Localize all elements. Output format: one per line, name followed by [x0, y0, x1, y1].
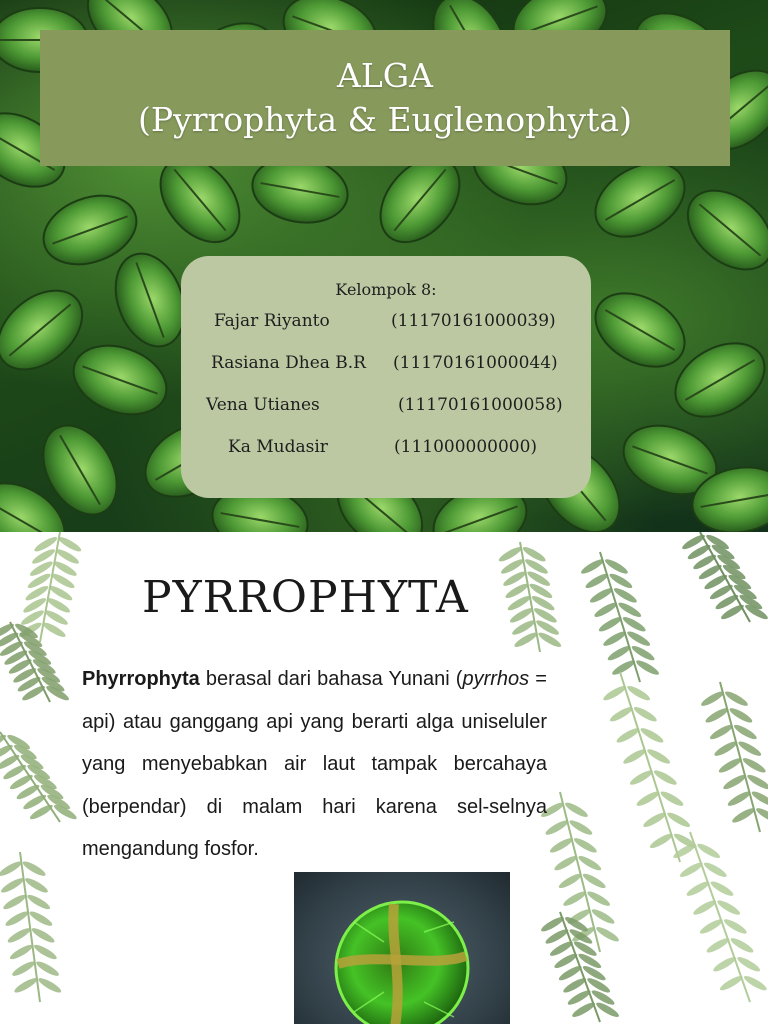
fern-leaflet — [581, 871, 607, 890]
fern-leaflet — [602, 629, 628, 648]
fern-leaflet — [606, 644, 632, 663]
fern-leaflet — [21, 859, 47, 878]
fern-leaflet — [698, 917, 724, 936]
fern-leaflet — [548, 836, 574, 855]
fern-leaflet — [678, 860, 704, 879]
dinoflagellate-micrograph — [294, 872, 510, 1024]
fern-leaflet — [2, 892, 28, 911]
member-row — [181, 311, 591, 353]
fern-leaflet — [37, 976, 63, 995]
fern-leaflet — [563, 800, 589, 819]
fern-leaflet — [611, 658, 637, 677]
fern-leaflet — [642, 810, 668, 829]
fern-leaflet — [712, 955, 738, 974]
group-heading: Kelompok 8: — [335, 280, 437, 299]
member-id: (11170161000058) — [398, 395, 563, 415]
fern-leaflet — [11, 959, 37, 978]
member-row — [181, 353, 591, 395]
fern-leaflet — [0, 876, 25, 895]
fern-leaflet — [708, 722, 734, 741]
fern-leaflet — [588, 586, 614, 605]
member-id: (11170161000044) — [393, 353, 558, 373]
fern-leaflet — [685, 879, 711, 898]
member-name: Rasiana Dhea B.R — [211, 353, 366, 373]
fern-leaflet — [593, 600, 619, 619]
fern-leaflet — [705, 936, 731, 955]
member-id: (11170161000039) — [391, 311, 556, 331]
fern-leaflet — [737, 739, 763, 758]
member-row — [181, 395, 591, 437]
member-name: Ka Mudasir — [228, 437, 328, 457]
fern-leaflet — [713, 739, 739, 758]
fern-leaflet — [568, 818, 594, 837]
slide-title: ALGA — [337, 56, 433, 95]
member-row — [181, 437, 591, 479]
fern-leaflet — [584, 571, 610, 590]
fern-leaflet — [648, 831, 674, 850]
fern-leaflet — [23, 876, 49, 895]
text-part: = api) atau ganggang api yang berarti alga uniseluler yang menyebabkan air laut tampak bercahaya (berpendar) di malam hari karena sel-selnya mengandung fosfor. — [82, 668, 547, 860]
fern-leaflet — [602, 684, 628, 703]
fern-leaflet — [615, 726, 641, 745]
fern-leaflet — [30, 926, 56, 945]
group-members-box — [181, 256, 591, 498]
fern-leaflet — [704, 706, 730, 725]
description-paragraph — [82, 658, 547, 871]
fern-leaflet — [35, 959, 61, 978]
fern-leaflet — [26, 892, 52, 911]
member-name: Fajar Riyanto — [214, 311, 330, 331]
fern-leaflet — [4, 909, 30, 928]
fern-leaflet — [6, 926, 32, 945]
fern-leaflet — [586, 889, 612, 908]
fern-leaflet — [13, 976, 39, 995]
fern-leaflet — [699, 689, 725, 708]
member-id: (111000000000) — [394, 437, 538, 457]
section-heading: PYRROPHYTA — [142, 572, 469, 623]
member-name: Vena Utianes — [206, 395, 320, 415]
fern-leaflet — [741, 756, 767, 775]
fern-leaflet — [722, 772, 748, 791]
fern-leaflet — [597, 615, 623, 634]
fern-leaflet — [595, 925, 621, 944]
fern-stem — [620, 672, 680, 862]
fern-leaflet — [692, 898, 718, 917]
fern-leaflet — [0, 859, 23, 878]
fern-leaflet — [622, 747, 648, 766]
fern-leaflet — [562, 889, 588, 908]
fern-leaflet — [731, 806, 757, 825]
fern-leaflet — [732, 722, 758, 741]
fern-leaflet — [544, 818, 570, 837]
fern-leaflet — [728, 706, 754, 725]
fern-leaflet — [572, 836, 598, 855]
title-banner — [40, 30, 730, 166]
slide-subtitle: (Pyrrophyta & Euglenophyta) — [138, 100, 632, 139]
leaf-shape — [673, 175, 768, 286]
fern-leaflet — [590, 907, 616, 926]
fern-leaflet — [608, 705, 634, 724]
fern-leaflet — [579, 557, 605, 576]
fern-leaflet — [726, 789, 752, 808]
fern-leaflet — [628, 768, 654, 787]
fern-leaflet — [577, 854, 603, 873]
fern-leaflet — [557, 871, 583, 890]
term-italic: pyrrhos — [462, 668, 530, 690]
term-bold: Phyrrophyta — [82, 668, 200, 690]
text-part: berasal dari bahasa Yunani ( — [199, 668, 463, 690]
fern-leaflet — [32, 942, 58, 961]
content-slide — [0, 532, 768, 1024]
fern-leaflet — [553, 854, 579, 873]
fern-leaflet — [28, 909, 54, 928]
fern-leaflet — [723, 689, 749, 708]
fern-leaflet — [718, 974, 744, 993]
fern-leaflet — [635, 789, 661, 808]
fern-leaflet — [8, 942, 34, 961]
fern-leaflet — [717, 756, 743, 775]
